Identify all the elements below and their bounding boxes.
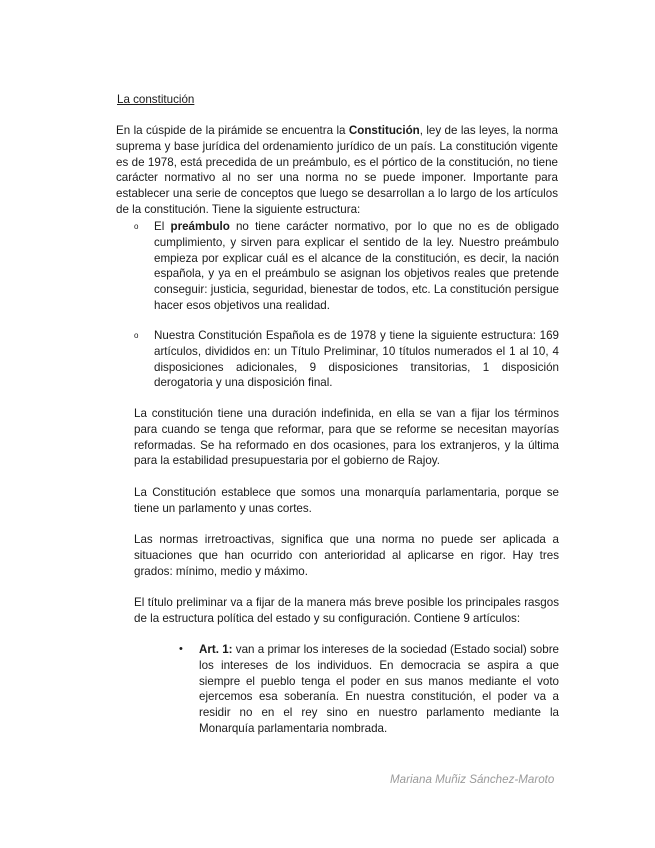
intro-bold-term: Constitución	[348, 124, 420, 137]
intro-text-start: En la cúspide de la pirámide se encuentra la	[116, 124, 349, 137]
bullet-text	[154, 219, 559, 314]
bullet-item-estructura	[134, 328, 559, 391]
article-item	[179, 642, 560, 737]
bullet-marker: •	[179, 643, 183, 655]
intro-text-end: , ley de las leyes, la norma suprema y base jurídica del ordenamiento jurídico de un país. La constitución vigente es de 1978, está precedida de un preámbulo, es el pórtico de la constitución, no tiene carácter normativo al no ser una norma no se puede imponer. Importante para establecer una serie de conceptos que luego se desarrollan a lo largo de los artículos de la constitución. Tiene la siguiente estructura:	[116, 124, 558, 216]
bullet-marker: o	[134, 222, 139, 231]
article-body: van a primar los intereses de la sociedad (Estado social) sobre los intereses de los individuos. En democracia se aspira a que siempre el pueblo tenga el poder en sus manos mediante el voto ejercemos esa soberanía. En nuestra constitución, el poder va a residir no en el rey sino en nuestro parlamento mediante la Monarquía parlamentaria nombrada.	[199, 643, 560, 735]
page-title: La constitución	[117, 93, 195, 106]
bullet-text: Nuestra Constitución Española es de 1978 y tiene la siguiente estructura: 169 artículos, divididos en: un Título Preliminar, 10 títulos numerados el 1 al 10, 4 disposiciones adicionales, 9 disposiciones transitorias, 1 disposición derogatoria y una disposición final.	[154, 329, 559, 390]
intro-paragraph	[116, 123, 558, 218]
bullet-marker: o	[134, 331, 139, 340]
bullet-item-preambulo	[134, 219, 559, 314]
paragraph-duracion: La constitución tiene una duración indefinida, en ella se van a fijar los términos para cuando se tenga que reformar, para que se reforme se necesitan mayorías reformadas. Se ha reformado en dos ocasiones, para los extranjeros, y la última para la estabilidad presupuestaria por el gobierno de Rajoy.	[134, 407, 559, 468]
bullet-text-start: El	[154, 220, 171, 233]
bullet-bold-term: preámbulo	[170, 220, 230, 233]
footer-author: Mariana Muñiz Sánchez-Maroto	[390, 773, 555, 786]
article-text	[199, 642, 559, 737]
bullet-text-end: no tiene carácter normativo, por lo que no es de obligado cumplimiento, y sirven para explicar el sentido de la ley. Nuestro preámbulo empieza por explicar cuál es el alcance de la constitución, es decir, la nación española, y ya en el preámbulo se asignan los objetivos reales que pretende conseguir: justicia, seguridad, bienestar de todos, etc. La constitución persigue hacer esos objetivos una realidad.	[154, 220, 559, 312]
paragraph-monarquia: La Constitución establece que somos una monarquía parlamentaria, porque se tiene un parlamento y unas cortes.	[134, 486, 559, 515]
paragraph-irretroactivas: Las normas irretroactivas, significa que una norma no puede ser aplicada a situaciones que han ocurrido con anterioridad al aplicarse en rigor. Hay tres grados: mínimo, medio y máximo.	[134, 533, 559, 578]
article-label: Art. 1:	[199, 643, 233, 656]
paragraph-titulo-preliminar: El título preliminar va a fijar de la manera más breve posible los principales rasgos de la estructura política del estado y su configuración. Contiene 9 artículos:	[134, 596, 559, 625]
